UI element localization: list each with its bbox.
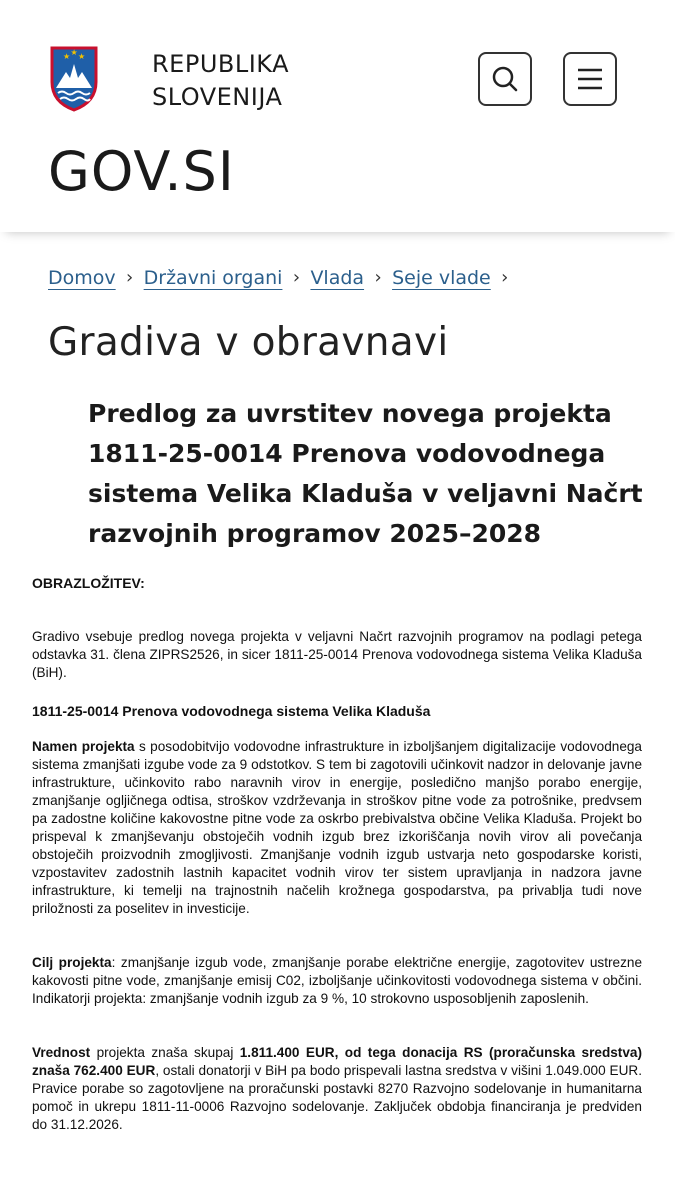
chevron-right-icon: › [126, 267, 134, 288]
namen-text: s posodobitvijo vodovodne infrastrukture in izboljšanjem digitalizacije vodovodnega sistema zmanjšati izgube vode za 9 odstotkov. S tem bi zagotovili učinkovit nadzor in delovanje javne infrastrukture, učinkovito rabo naravnih virov in energije, posledično manjšo porabo energije, zmanjšanje ogljičnega odtisa, stroškov vzdrževanja in stroškov pitne vode za potrošnike, predvsem pa zadostne količine kakovostne pitne vode za oskrbo prebivalstva občine Velika Kladuša. Projekt bo prispeval k zmanjševanju obstoječih vodnih izgub brez izkoriščanja novih virov ali povečanja obstoječih proizvodnih zmogljivosti. Zmanjšanje vodnih izgub ustvarja neto gospodarske koristi, vzpostavitev zadostnih lastnih kapacitet vodnih virov ter sistem upravljanja in nadzora javne infrastrukture, ki temelji na trajnostnih načelih krožnega gospodarstva, pa privablja tudi nove priložnosti za poselitev in investicije. [32, 739, 642, 916]
svg-text:★: ★ [78, 52, 86, 61]
vrednost-amounts: 1.811.400 EUR, od tega donacija RS (proračunska sredstva) znaša 762.400 EUR [32, 1045, 642, 1078]
vrednost-paragraph [32, 1044, 642, 1134]
vrednost-label: Vrednost [32, 1045, 91, 1060]
obrazlozitev-heading: OBRAZLOŽITEV: [32, 575, 145, 591]
slovenia-coat-of-arms-icon[interactable] [48, 44, 100, 112]
cilj-label: Cilj projekta [32, 955, 112, 970]
breadcrumb-link-domov[interactable]: Domov [48, 266, 116, 289]
cilj-text: : zmanjšanje izgub vode, zmanjšanje porabe električne energije, zagotovitev ustrezne kakovosti pitne vode, zmanjšanje emisij C02, izboljšanje učinkovitosti vodovodnega sistema v občini. Indikatorji projekta: zmanjšanje vodnih izgub za 9 %, 10 strokovno usposobljenih zaposlenih. [32, 955, 643, 1006]
cilj-paragraph [32, 954, 642, 1008]
intro-paragraph: Gradivo vsebuje predlog novega projekta v veljavni Načrt razvojnih programov na podlagi petega odstavka 31. člena ZIPRS2526, in sicer 1811-25-0014 Prenova vodovodnega sistema Velika Kladuša (BiH). [32, 629, 642, 680]
vrednost-text-1: projekta znaša skupaj [90, 1045, 240, 1060]
svg-text:★: ★ [70, 48, 78, 57]
site-title-gov-si[interactable]: GOV.SI [48, 140, 235, 203]
namen-label: Namen projekta [32, 739, 135, 754]
search-button[interactable] [478, 52, 532, 106]
breadcrumb-link-seje-vlade[interactable]: Seje vlade [392, 266, 491, 289]
page-title: Gradiva v obravnavi [48, 320, 449, 365]
site-header [0, 0, 675, 232]
document-title: Predlog za uvrstitev novega projekta 1811-25-0014 Prenova vodovodnega sistema Velika Kladuša v veljavni Načrt razvojnih programov 2025–2028 [88, 399, 643, 548]
hamburger-menu-icon [565, 54, 615, 104]
menu-button[interactable] [563, 52, 617, 106]
vrednost-text-2: , ostali donatorji v BiH pa bodo prispevali lastna sredstva v višini 1.049.000 EUR. Pravice porabe so zagotovljene na proračunski postavki 8270 Razvojno sodelovanje in humanitarna pomoč in ukrepu 1811-11-0006 Razvojno sodelovanje. Zaključek obdobja financiranja je predviden do 31.12.2026. [32, 1063, 642, 1132]
chevron-right-icon: › [292, 267, 301, 288]
chevron-right-icon: › [374, 267, 382, 288]
search-icon [480, 54, 530, 104]
chevron-right-icon: › [501, 267, 509, 288]
brand-republika[interactable]: REPUBLIKA [152, 50, 290, 78]
namen-paragraph [32, 738, 642, 918]
svg-text:★: ★ [63, 52, 71, 61]
breadcrumb-link-vlada[interactable]: Vlada [310, 266, 365, 289]
brand-slovenija[interactable]: SLOVENIJA [152, 83, 283, 111]
breadcrumb-link-drzavni-organi[interactable]: Državni organi [143, 266, 283, 289]
breadcrumb [48, 266, 648, 294]
project-heading: 1811-25-0014 Prenova vodovodnega sistema Velika Kladuša [32, 703, 431, 719]
